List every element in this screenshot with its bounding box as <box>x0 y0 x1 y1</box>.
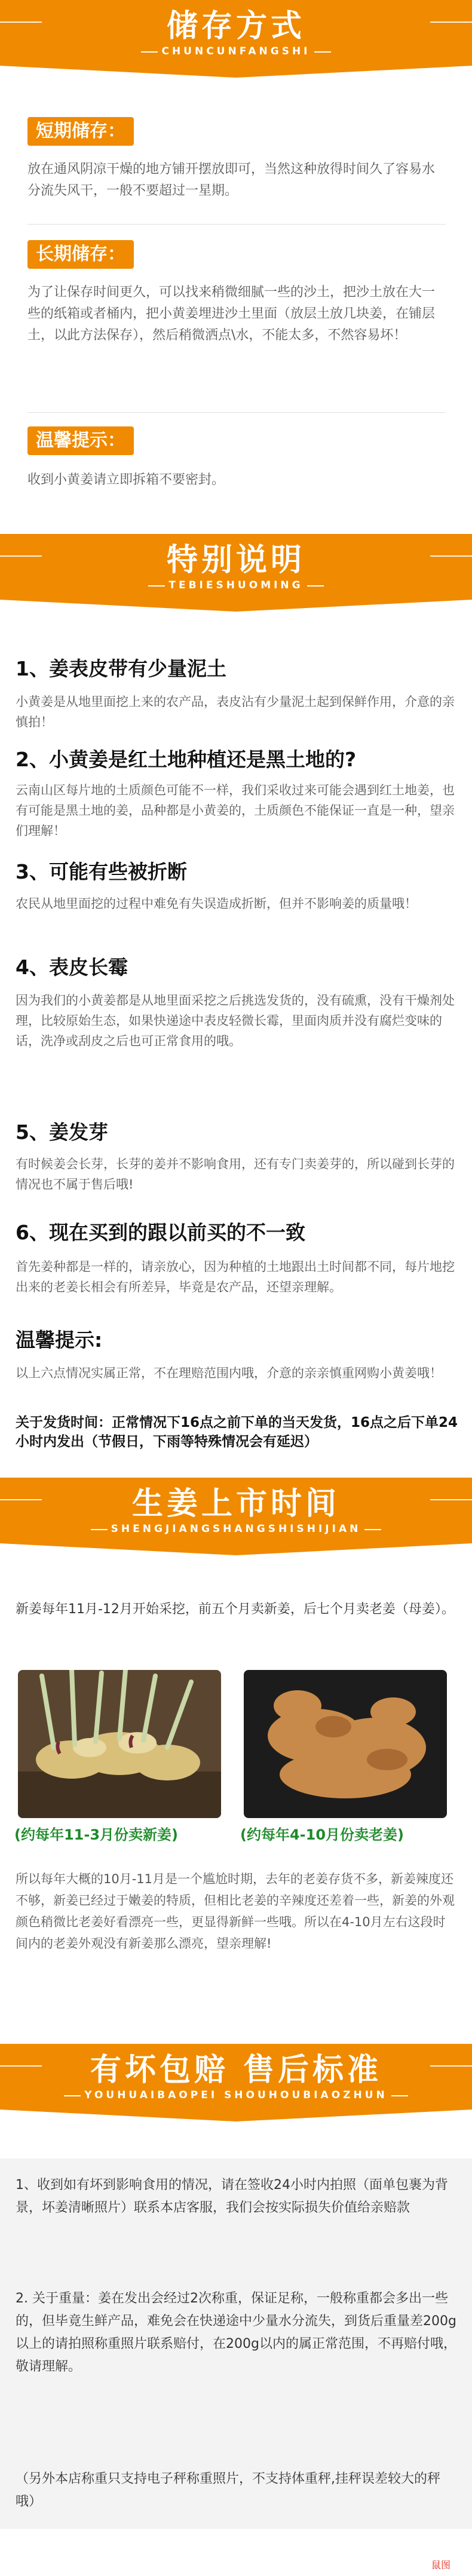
special-heading-5: 5、姜发芽 <box>16 1120 108 1144</box>
new-ginger-photo <box>18 1670 221 1818</box>
storage-text-tip: 收到小黄姜请立即拆箱不要密封。 <box>27 472 225 487</box>
special-heading-6: 6、现在买到的跟以前买的不一致 <box>16 1221 305 1244</box>
special-text-2: 云南山区每片地的土质颜色可能不一样，我们采收过来可能会遇到红土地姜，也有可能是黑土地的姜，品种都是小黄姜的，土质颜色不能保证一直是一种，望亲们理解！ <box>16 783 455 838</box>
special-text-1: 小黄姜是从地里面挖上来的农产品，表皮沾有少量泥土起到保鲜作用，介意的亲慎拍！ <box>16 695 455 729</box>
special-text-4: 因为我们的小黄姜都是从地里面采挖之后挑选发货的，没有硫熏，没有干燥剂处理，比较原始生态，如果快递途中表皮轻微长霉，里面肉质并没有腐烂变味的话，洗净或刮皮之后也可正常食用的哦。 <box>16 993 455 1048</box>
notice-text: 以上六点情况实属正常，不在理赔范围内哦，介意的亲亲慎重网购小黄姜哦！ <box>16 1366 442 1380</box>
storage-tag-tip: 温馨提示： <box>27 426 134 455</box>
aftersale-title: 有坏包赔 售后标准 <box>90 2052 382 2088</box>
banner-arrow <box>0 66 472 78</box>
banner-arrow <box>0 600 472 612</box>
watermark-bottom: 鼠图 <box>431 2559 450 2571</box>
market-subtitle: SHENGJIANGSHANGSHISHIJIAN <box>91 1523 382 1535</box>
aftersale-subtitle: YOUHUAIBAOPEI SHOUHOUBIAOZHUN <box>64 2089 408 2101</box>
divider <box>27 224 446 225</box>
aftersale-text-2: 2. 关于重量：姜在发出会经过2次称重，保证足称，一般称重都会多出一些的，但毕竟生鲜产品，难免会在快递途中少量水分流失，到货后重量差200g以上的请拍照称重照片联系赔付，在200g以内的属正常范围，不再赔付哦，敬请理解。 <box>16 2291 456 2374</box>
special-text-6: 首先姜种都是一样的，请亲放心，因为种植的土地跟出土时间都不同，每片地挖出来的老姜长相会有所差异，毕竟是农产品，还望亲理解。 <box>16 1260 455 1294</box>
storage-banner <box>0 0 472 66</box>
special-heading-2: 2、小黄姜是红土地种植还是黑土地的? <box>16 748 357 771</box>
shipping-notice: 关于发货时间：正常情况下16点之前下单的当天发货，16点之后下单24小时内发出（节假日，下雨等特殊情况会有延迟） <box>16 1415 458 1450</box>
banner-decoration-right <box>430 1499 472 1524</box>
banner-arrow <box>0 2110 472 2121</box>
market-title: 生姜上市时间 <box>131 1486 340 1522</box>
market-banner <box>0 1478 472 1543</box>
special-heading-4: 4、表皮长霉 <box>16 956 128 979</box>
banner-decoration-right <box>430 2065 472 2090</box>
banner-decoration-left <box>0 22 42 47</box>
special-title: 特别说明 <box>166 542 305 578</box>
banner-decoration-left <box>0 1499 42 1524</box>
notice-title: 温馨提示: <box>16 1328 103 1352</box>
divider <box>27 412 446 413</box>
banner-decoration-right <box>430 22 472 47</box>
storage-tag-short: 短期储存： <box>27 117 134 146</box>
caption-new-ginger: (约每年11-3月份卖新姜) <box>14 1826 178 1843</box>
caption-old-ginger: (约每年4-10月份卖老姜) <box>240 1826 404 1843</box>
special-heading-1: 1、姜表皮带有少量泥土 <box>16 657 226 680</box>
storage-subtitle: CHUNCUNFANGSHI <box>141 45 330 57</box>
storage-text-short: 放在通风阴凉干燥的地方铺开摆放即可，当然这种放得时间久了容易水分流失风干，一般不要超过一星期。 <box>27 162 436 198</box>
special-banner <box>0 534 472 600</box>
storage-text-long: 为了让保存时间更久，可以找来稍微细腻一些的沙土，把沙土放在大一些的纸箱或者桶内，把小黄姜埋进沙土里面（放层土放几块姜，在铺层土，以此方法保存），然后稍微洒点\水，不能太多，不然容易坏！ <box>27 285 436 343</box>
banner-decoration-left <box>0 555 42 581</box>
special-text-3: 农民从地里面挖的过程中难免有失误造成折断，但并不影响姜的质量哦！ <box>16 896 417 911</box>
special-subtitle: TEBIESHUOMING <box>148 579 323 591</box>
market-text: 所以每年大概的10月-11月是一个尴尬时期，去年的老姜存货不多，新姜辣度还不够，新姜已经过于嫩姜的特质，但相比老姜的辛辣度还差着一些，新姜的外观颜色稍微比老姜好看漂亮一些，更显得新鲜一些哦。所以在4-10月左右这段时间内的老姜外观没有新姜那么漂亮，望亲理解! <box>16 1872 455 1951</box>
storage-tag-long: 长期储存： <box>27 240 134 269</box>
banner-arrow <box>0 1543 472 1555</box>
special-heading-3: 3、可能有些被折断 <box>16 860 187 883</box>
aftersale-banner <box>0 2044 472 2110</box>
market-intro: 新姜每年11月-12月开始采挖，前五个月卖新姜，后七个月卖老姜（母姜）。 <box>16 1602 455 1617</box>
special-text-5: 有时候姜会长芽，长芽的姜并不影响食用，还有专门卖姜芽的，所以碰到长芽的情况也不属于售后哦! <box>16 1157 455 1192</box>
aftersale-text-3: （另外本店称重只支持电子秤称重照片，不支持体重秤,挂秤误差较大的秤哦） <box>16 2471 440 2509</box>
storage-title: 储存方式 <box>166 8 305 44</box>
aftersale-text-1: 1、收到如有坏到影响食用的情况，请在签收24小时内拍照（面单包裹为背景，坏姜清晰照片）联系本店客服，我们会按实际损失价值给亲赔款 <box>16 2178 448 2215</box>
banner-decoration-left <box>0 2065 42 2090</box>
old-ginger-photo <box>244 1670 447 1818</box>
banner-decoration-right <box>430 555 472 581</box>
